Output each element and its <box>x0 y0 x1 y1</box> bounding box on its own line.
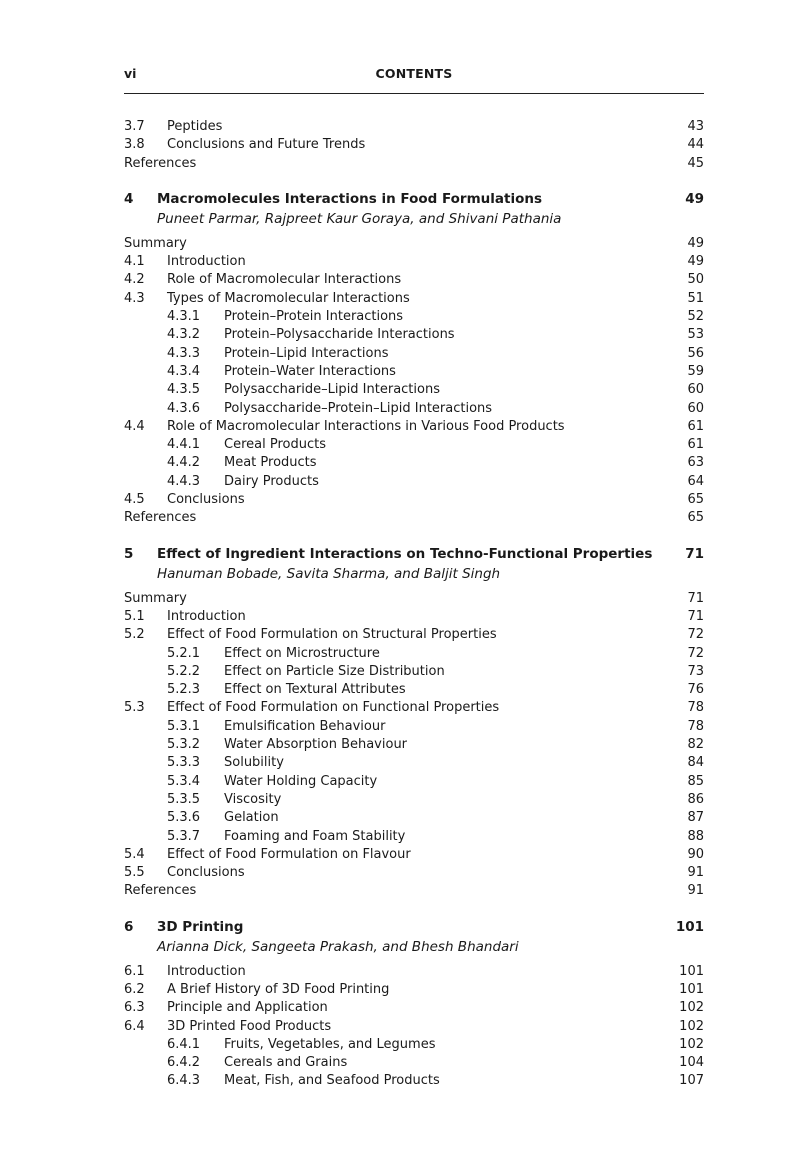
toc-subsection-row[interactable] <box>124 473 704 491</box>
section-page-number: 86 <box>687 791 704 807</box>
section-title: Effect on Particle Size Distribution <box>224 663 445 679</box>
section-title: Cereal Products <box>224 437 326 453</box>
section-page-number: 71 <box>687 590 704 606</box>
section-number: 5.3.5 <box>167 791 201 807</box>
section-title: Effect of Food Formulation on Functional Properties <box>167 700 500 716</box>
section-page-number: 78 <box>687 718 704 734</box>
section-number: 5.5 <box>124 865 145 881</box>
section-page-number: 72 <box>687 627 704 643</box>
toc-section-row[interactable] <box>124 271 704 289</box>
section-page-number: 87 <box>687 810 704 826</box>
section-title: Principle and Application <box>167 1000 328 1016</box>
chapter-title: Macromolecules Interactions in Food Formulations <box>157 190 543 207</box>
toc-section-row[interactable] <box>124 418 704 436</box>
section-page-number: 60 <box>687 382 704 398</box>
section-page-number: 49 <box>687 235 704 251</box>
section-number: 4.4.3 <box>167 473 201 489</box>
toc-subsection-row[interactable] <box>124 345 704 363</box>
section-number: 5.3.3 <box>167 755 201 771</box>
section-page-number: 84 <box>687 755 704 771</box>
section-number: 6.3 <box>124 1000 145 1016</box>
chapter-authors: Hanuman Bobade, Savita Sharma, and Baljit Singh <box>157 565 501 582</box>
toc-section-row[interactable] <box>124 864 704 882</box>
toc-section-row[interactable] <box>124 846 704 864</box>
section-number: 6.4.3 <box>167 1073 201 1089</box>
section-number: 5.3 <box>124 700 145 716</box>
section-title: Gelation <box>224 810 279 826</box>
section-title: Foaming and Foam Stability <box>224 828 406 844</box>
section-title: Protein–Water Interactions <box>224 363 396 379</box>
section-page-number: 61 <box>687 418 704 434</box>
section-number: 4.4.2 <box>167 455 201 471</box>
section-title: Summary <box>124 590 187 606</box>
section-page-number: 59 <box>687 363 704 379</box>
toc-subsection-row[interactable] <box>124 436 704 454</box>
toc-section-row[interactable] <box>124 963 704 981</box>
toc-subsection-row[interactable] <box>124 773 704 791</box>
table-of-contents <box>124 118 704 1091</box>
section-title: Conclusions <box>167 865 245 881</box>
section-number: 5.2.1 <box>167 645 201 661</box>
chapter-title: Effect of Ingredient Interactions on Techno-Functional Properties <box>157 545 653 562</box>
section-title: Solubility <box>224 755 284 771</box>
section-title: Protein–Polysaccharide Interactions <box>224 327 455 343</box>
section-page-number: 45 <box>687 155 704 171</box>
section-page-number: 101 <box>679 981 704 997</box>
chapter-title: 3D Printing <box>157 918 244 935</box>
section-title: Emulsification Behaviour <box>224 718 386 734</box>
chapter-heading[interactable] <box>124 544 704 584</box>
section-page-number: 61 <box>687 437 704 453</box>
section-number: 4.3.1 <box>167 309 201 325</box>
section-page-number: 102 <box>679 1000 704 1016</box>
toc-entry-row[interactable] <box>124 235 704 253</box>
header-page-number: vi <box>124 66 137 81</box>
toc-subsection-row[interactable] <box>124 400 704 418</box>
section-title: A Brief History of 3D Food Printing <box>167 981 390 997</box>
section-page-number: 104 <box>679 1055 704 1071</box>
section-number: 4.5 <box>124 492 145 508</box>
toc-section-row[interactable] <box>124 981 704 999</box>
section-page-number: 91 <box>687 883 704 899</box>
section-page-number: 51 <box>687 290 704 306</box>
section-title: Role of Macromolecular Interactions <box>167 272 402 288</box>
section-page-number: 82 <box>687 737 704 753</box>
toc-section-row[interactable] <box>124 253 704 271</box>
toc-subsection-row[interactable] <box>124 791 704 809</box>
section-number: 5.1 <box>124 608 145 624</box>
toc-subsection-row[interactable] <box>124 1072 704 1090</box>
toc-subsection-row[interactable] <box>124 754 704 772</box>
section-page-number: 53 <box>687 327 704 343</box>
toc-subsection-row[interactable] <box>124 809 704 827</box>
section-title: Conclusions and Future Trends <box>167 137 366 153</box>
section-page-number: 107 <box>679 1073 704 1089</box>
section-title: Dairy Products <box>224 473 319 489</box>
section-number: 4.2 <box>124 272 145 288</box>
section-title: Cereals and Grains <box>224 1055 348 1071</box>
toc-entry-row[interactable] <box>124 155 704 173</box>
section-title: Effect on Microstructure <box>224 645 380 661</box>
section-title: Effect on Textural Attributes <box>224 682 406 698</box>
section-number: 5.4 <box>124 846 145 862</box>
section-title: Effect of Food Formulation on Structural Properties <box>167 627 497 643</box>
section-title: Water Absorption Behaviour <box>224 737 408 753</box>
header-rule <box>124 93 704 94</box>
chapter-authors: Arianna Dick, Sangeeta Prakash, and Bhesh Bhandari <box>157 938 519 955</box>
section-page-number: 78 <box>687 700 704 716</box>
section-title: Meat, Fish, and Seafood Products <box>224 1073 440 1089</box>
section-number: 4.3 <box>124 290 145 306</box>
section-title: References <box>124 510 197 526</box>
toc-section-row[interactable] <box>124 608 704 626</box>
section-page-number: 52 <box>687 309 704 325</box>
section-page-number: 49 <box>687 254 704 270</box>
section-title: Effect of Food Formulation on Flavour <box>167 846 411 862</box>
section-number: 4.1 <box>124 254 145 270</box>
chapter-heading[interactable] <box>124 189 704 229</box>
section-number: 4.4.1 <box>167 437 201 453</box>
section-page-number: 88 <box>687 828 704 844</box>
section-number: 6.4 <box>124 1018 145 1034</box>
section-title: Introduction <box>167 963 246 979</box>
chapter-page-number: 71 <box>685 545 704 562</box>
section-page-number: 85 <box>687 773 704 789</box>
section-title: Protein–Protein Interactions <box>224 309 404 325</box>
section-page-number: 50 <box>687 272 704 288</box>
chapter-heading[interactable] <box>124 917 704 957</box>
section-title: References <box>124 155 197 171</box>
toc-subsection-row[interactable] <box>124 1054 704 1072</box>
section-page-number: 65 <box>687 510 704 526</box>
section-number: 4.3.5 <box>167 382 201 398</box>
section-title: Peptides <box>167 119 223 134</box>
section-number: 4.3.4 <box>167 363 201 379</box>
section-page-number: 102 <box>679 1036 704 1052</box>
section-number: 4.4 <box>124 418 145 434</box>
section-number: 5.3.6 <box>167 810 201 826</box>
section-number: 5.3.7 <box>167 828 201 844</box>
section-page-number: 43 <box>687 119 704 134</box>
section-title: Water Holding Capacity <box>224 773 378 789</box>
section-title: Polysaccharide–Lipid Interactions <box>224 382 440 398</box>
section-number: 5.2.2 <box>167 663 201 679</box>
section-number: 3.7 <box>124 119 145 134</box>
section-title: Fruits, Vegetables, and Legumes <box>224 1036 436 1052</box>
section-number: 5.3.4 <box>167 773 201 789</box>
toc-subsection-row[interactable] <box>124 308 704 326</box>
toc-entry-row[interactable] <box>124 882 704 900</box>
chapter-number: 6 <box>124 918 134 935</box>
section-number: 5.3.1 <box>167 718 201 734</box>
toc-section-row[interactable] <box>124 699 704 717</box>
section-title: 3D Printed Food Products <box>167 1018 332 1034</box>
toc-subsection-row[interactable] <box>124 454 704 472</box>
chapter-number: 4 <box>124 190 134 207</box>
section-number: 4.3.6 <box>167 400 201 416</box>
toc-section-row[interactable] <box>124 290 704 308</box>
toc-subsection-row[interactable] <box>124 663 704 681</box>
section-number: 6.4.1 <box>167 1036 201 1052</box>
section-page-number: 76 <box>687 682 704 698</box>
toc-section-row[interactable] <box>124 626 704 644</box>
chapter-page-number: 49 <box>685 190 704 207</box>
section-number: 6.4.2 <box>167 1055 201 1071</box>
section-title: Conclusions <box>167 492 245 508</box>
toc-section-row[interactable] <box>124 999 704 1017</box>
section-title: Introduction <box>167 254 246 270</box>
section-title: Introduction <box>167 608 246 624</box>
section-page-number: 91 <box>687 865 704 881</box>
toc-subsection-row[interactable] <box>124 828 704 846</box>
toc-subsection-row[interactable] <box>124 681 704 699</box>
chapter-authors: Puneet Parmar, Rajpreet Kaur Goraya, and Shivani Pathania <box>157 210 562 227</box>
section-number: 3.8 <box>124 137 145 153</box>
section-title: Meat Products <box>224 455 317 471</box>
section-page-number: 102 <box>679 1018 704 1034</box>
section-title: Types of Macromolecular Interactions <box>167 290 410 306</box>
running-header <box>124 66 704 88</box>
section-title: Viscosity <box>224 791 282 807</box>
section-number: 5.3.2 <box>167 737 201 753</box>
section-page-number: 101 <box>679 963 704 979</box>
section-page-number: 73 <box>687 663 704 679</box>
toc-subsection-row[interactable] <box>124 381 704 399</box>
section-number: 5.2.3 <box>167 682 201 698</box>
toc-section-row[interactable] <box>124 491 704 509</box>
section-page-number: 90 <box>687 846 704 862</box>
toc-subsection-row[interactable] <box>124 326 704 344</box>
toc-subsection-row[interactable] <box>124 363 704 381</box>
section-page-number: 64 <box>687 473 704 489</box>
section-page-number: 72 <box>687 645 704 661</box>
header-title: CONTENTS <box>375 66 453 81</box>
section-page-number: 44 <box>687 137 704 153</box>
toc-subsection-row[interactable] <box>124 1036 704 1054</box>
toc-section-row[interactable] <box>124 118 704 136</box>
section-number: 4.3.2 <box>167 327 201 343</box>
section-number: 4.3.3 <box>167 345 201 361</box>
section-page-number: 71 <box>687 608 704 624</box>
section-page-number: 63 <box>687 455 704 471</box>
chapter-page-number: 101 <box>675 918 704 935</box>
toc-section-row[interactable] <box>124 136 704 154</box>
toc-subsection-row[interactable] <box>124 718 704 736</box>
chapter-number: 5 <box>124 545 134 562</box>
section-page-number: 65 <box>687 492 704 508</box>
toc-entry-row[interactable] <box>124 509 704 527</box>
section-number: 6.2 <box>124 981 145 997</box>
section-title: Role of Macromolecular Interactions in Various Food Products <box>167 418 565 434</box>
section-title: Summary <box>124 235 187 251</box>
section-number: 6.1 <box>124 963 145 979</box>
section-title: References <box>124 883 197 899</box>
section-page-number: 56 <box>687 345 704 361</box>
toc-section-row[interactable] <box>124 1018 704 1036</box>
section-title: Polysaccharide–Protein–Lipid Interactions <box>224 400 493 416</box>
section-number: 5.2 <box>124 627 145 643</box>
section-title: Protein–Lipid Interactions <box>224 345 389 361</box>
section-page-number: 60 <box>687 400 704 416</box>
toc-subsection-row[interactable] <box>124 645 704 663</box>
toc-subsection-row[interactable] <box>124 736 704 754</box>
toc-entry-row[interactable] <box>124 590 704 608</box>
